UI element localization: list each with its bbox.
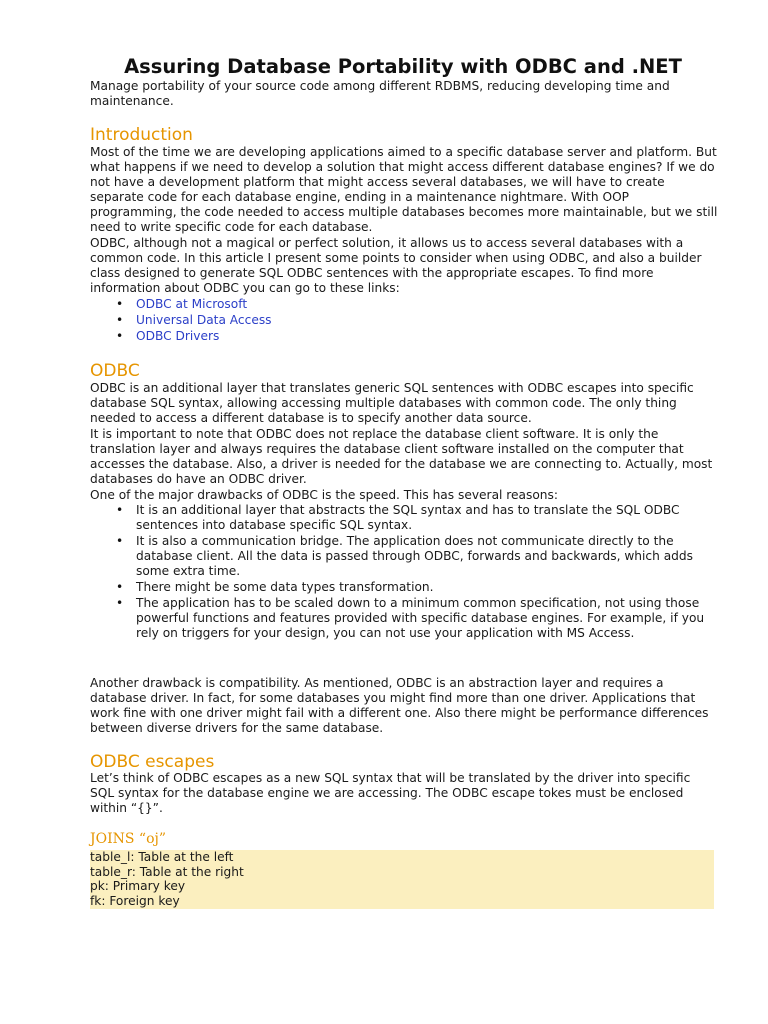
escapes-paragraph-1: Let’s think of ODBC escapes as a new SQL syntax that will be translated by the driver into specific SQL syntax for the database engine we are accessing. The ODBC escape tokes must be enclosed within “{}”. bbox=[90, 771, 691, 815]
heading-introduction: Introduction bbox=[90, 125, 193, 145]
odbc-paragraph-4: Another drawback is compatibility. As mentioned, ODBC is an abstraction layer and requires a database driver. In fact, for some databases you might find more than one driver. Applications that work fine with one driver might fail with a different one. Also there might be performance differences between diverse drivers for the same database. bbox=[90, 676, 709, 735]
joins-definitions-box bbox=[90, 850, 714, 909]
intro-paragraph-2: ODBC, although not a magical or perfect solution, it allows us to access several databases with a common code. In this article I present some points to consider when using ODBC, and also a builder class designed to generate SQL ODBC sentences with the appropriate escapes. To find more information about ODBC you can go to these links: bbox=[90, 236, 702, 295]
list-item: • It is an additional layer that abstracts the SQL syntax and has to translate the SQL ODBC sentences into database specific SQL syntax. bbox=[90, 503, 718, 533]
heading-odbc-escapes: ODBC escapes bbox=[90, 752, 215, 772]
heading-joins-oj: JOINS “oj” bbox=[90, 831, 166, 847]
definition-line: table_l: Table at the left bbox=[90, 850, 234, 864]
link-item[interactable] bbox=[90, 329, 718, 344]
link-odbc-microsoft[interactable]: ODBC at Microsoft bbox=[136, 297, 248, 311]
list-item: • There might be some data types transformation. bbox=[90, 580, 718, 595]
link-universal-data-access[interactable]: Universal Data Access bbox=[136, 313, 272, 327]
link-odbc-drivers[interactable]: ODBC Drivers bbox=[136, 329, 220, 343]
odbc-paragraph-2: It is important to note that ODBC does not replace the database client software. It is only the translation layer and always requires the database client software installed on the computer that accesses the database. Also, a driver is needed for the database we are connecting to. Actually, most databases do have an ODBC driver. bbox=[90, 427, 713, 486]
document-title: Assuring Database Portability with ODBC and .NET bbox=[124, 55, 682, 78]
definition-line: fk: Foreign key bbox=[90, 893, 180, 908]
link-item[interactable] bbox=[90, 297, 718, 312]
definition-line: table_r: Table at the right bbox=[90, 864, 244, 879]
link-item[interactable] bbox=[90, 313, 718, 328]
definition-line: pk: Primary key bbox=[90, 879, 186, 893]
document-subtitle: Manage portability of your source code among different RDBMS, reducing developing time and maintenance. bbox=[90, 79, 670, 108]
list-item: • The application has to be scaled down to a minimum common specification, not using those powerful functions and features provided with specific database engines. For example, if you rely on triggers for your design, you can not use your application with MS Access. bbox=[90, 596, 718, 641]
heading-odbc: ODBC bbox=[90, 361, 140, 381]
odbc-paragraph-3: One of the major drawbacks of ODBC is the speed. This has several reasons: bbox=[90, 488, 558, 502]
intro-paragraph-1: Most of the time we are developing applications aimed to a specific database server and platform. But what happens if we need to develop a solution that might access different database engines? If we do not have a development platform that might access several databases, we will have to create separate code for each database engine, ending in a maintenance nightmare. With OOP programming, the code needed to access multiple databases becomes more maintainable, but we still need to write specific code for each database. bbox=[90, 145, 718, 234]
drawbacks-list bbox=[90, 503, 718, 642]
list-item: • It is also a communication bridge. The application does not communicate directly to the database client. All the data is passed through ODBC, forwards and backwards, which adds some extra time. bbox=[90, 534, 718, 579]
reference-links bbox=[90, 297, 718, 345]
odbc-paragraph-1: ODBC is an additional layer that translates generic SQL sentences with ODBC escapes into specific database SQL syntax, allowing accessing multiple databases with common code. The only thing needed to access a different database is to specify another data source. bbox=[90, 381, 694, 425]
